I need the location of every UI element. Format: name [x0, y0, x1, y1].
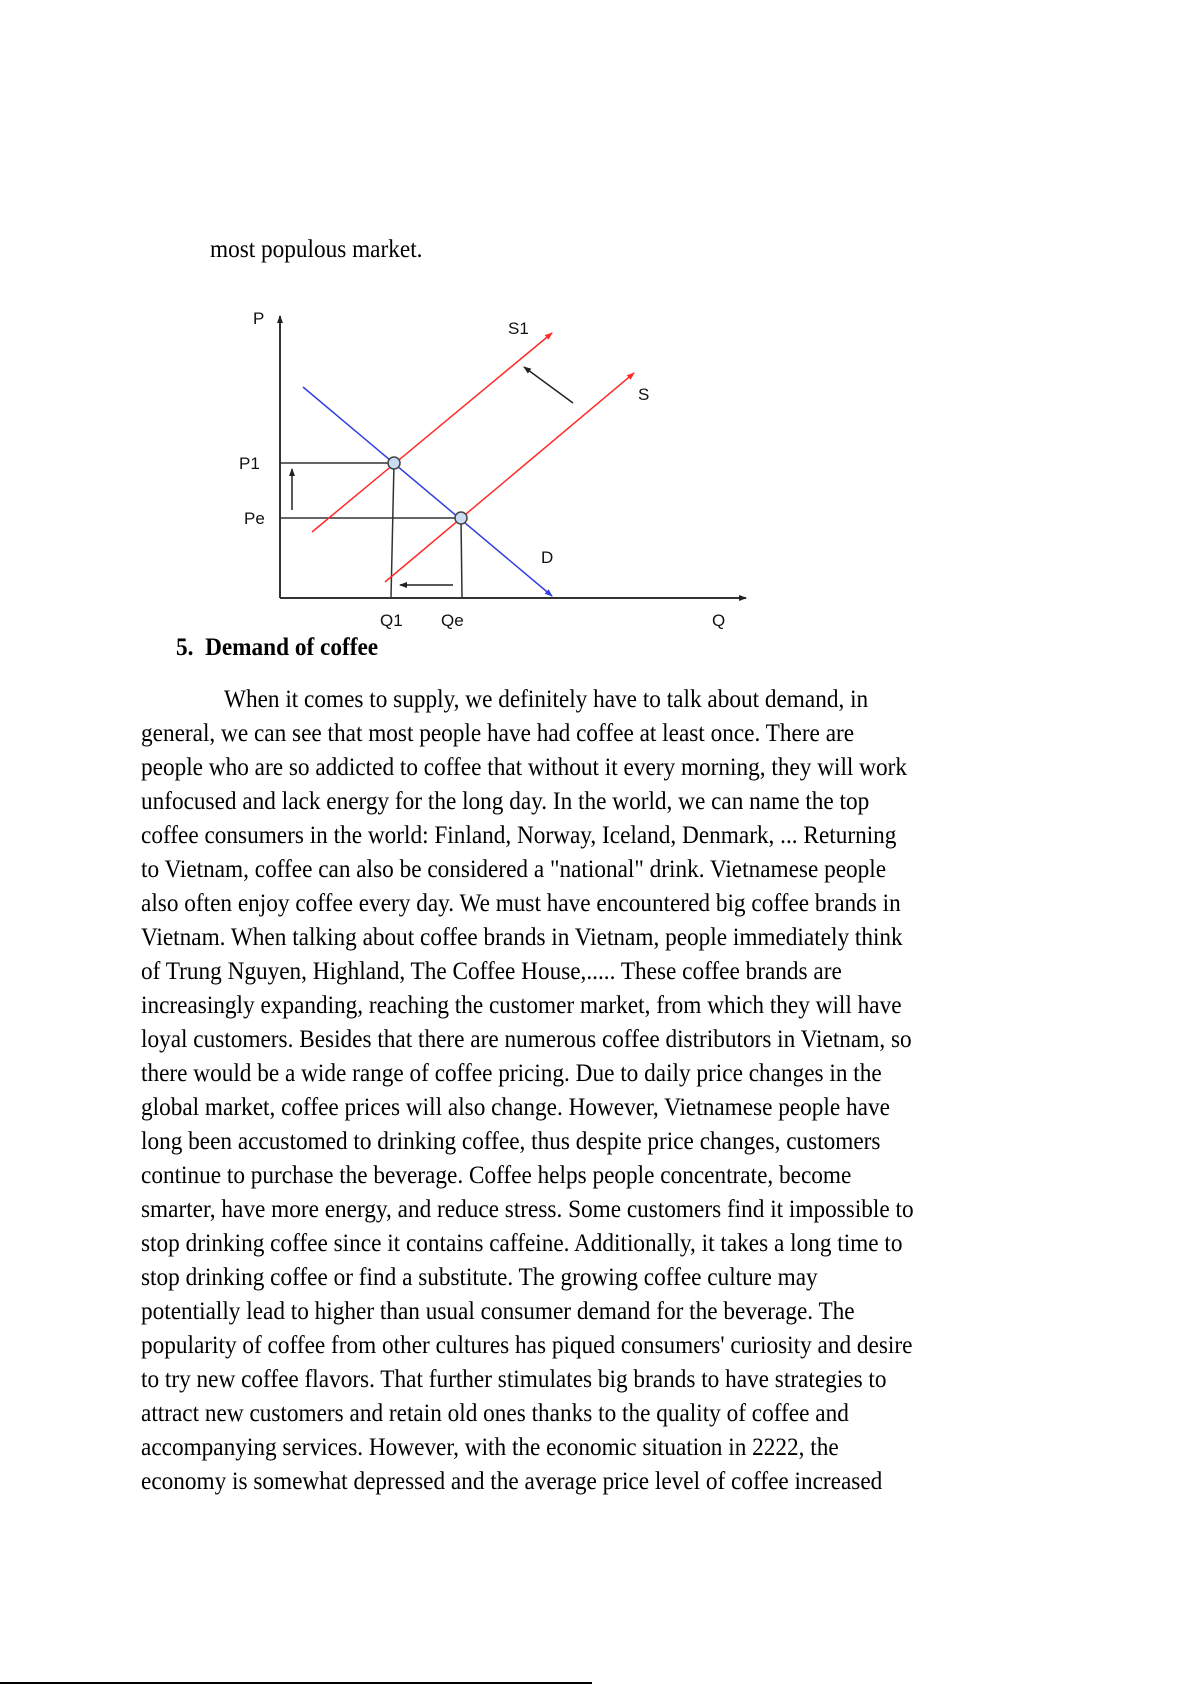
equilibrium-point-new	[388, 457, 400, 469]
paragraph-line: increasingly expanding, reaching the customer market, from which they will have	[141, 992, 902, 1019]
paragraph-line: continue to purchase the beverage. Coffee helps people concentrate, become	[141, 1162, 852, 1189]
equilibrium-point-original	[455, 512, 467, 524]
supply-curve-s1	[312, 333, 552, 532]
section-number: 5.	[176, 634, 194, 661]
paragraph-line: there would be a wide range of coffee pricing. Due to daily price changes in the	[141, 1060, 882, 1087]
supply-curve-s	[385, 373, 634, 582]
tick-label-q1: Q1	[380, 611, 403, 630]
axis-label-p: P	[253, 309, 265, 328]
supply-demand-chart	[0, 0, 1191, 660]
paragraph-line: also often enjoy coffee every day. We must have encountered big coffee brands in	[141, 890, 901, 917]
paragraph-line: potentially lead to higher than usual consumer demand for the beverage. The	[141, 1298, 855, 1325]
paragraph-line: popularity of coffee from other cultures has piqued consumers' curiosity and desire	[141, 1332, 913, 1359]
paragraph-line: long been accustomed to drinking coffee, thus despite price changes, customers	[141, 1128, 881, 1155]
paragraph-line: stop drinking coffee or find a substitute. The growing coffee culture may	[141, 1264, 818, 1291]
paragraph-line: loyal customers. Besides that there are numerous coffee distributors in Vietnam, so	[141, 1026, 912, 1053]
paragraph-line: When it comes to supply, we definitely have to talk about demand, in	[224, 686, 869, 713]
section-title: Demand of coffee	[205, 634, 379, 661]
paragraph-line: general, we can see that most people have had coffee at least once. There are	[141, 720, 855, 747]
paragraph-line: Vietnam. When talking about coffee brands in Vietnam, people immediately think	[141, 924, 903, 951]
lead-text: most populous market.	[210, 236, 423, 263]
paragraph-line: accompanying services. However, with the economic situation in 2222, the	[141, 1434, 839, 1461]
paragraph-line: attract new customers and retain old ones thanks to the quality of coffee and	[141, 1400, 849, 1427]
tick-label-pe: Pe	[244, 509, 265, 528]
paragraph-line: people who are so addicted to coffee that without it every morning, they will work	[141, 754, 907, 781]
section-heading	[176, 634, 378, 662]
curve-label-s1: S1	[508, 319, 529, 338]
axis-label-q: Q	[712, 611, 726, 630]
paragraph-line: to try new coffee flavors. That further stimulates big brands to have strategies to	[141, 1366, 887, 1393]
paragraph-line: economy is somewhat depressed and the average price level of coffee increased	[141, 1468, 883, 1495]
footnote-separator	[0, 1682, 592, 1684]
paragraph-line: smarter, have more energy, and reduce stress. Some customers find it impossible to	[141, 1196, 914, 1223]
paragraph-line: coffee consumers in the world: Finland, Norway, Iceland, Denmark, ... Returning	[141, 822, 897, 849]
q1-guide	[391, 463, 394, 598]
supply-shift-arrow	[524, 367, 573, 403]
paragraph-line: of Trung Nguyen, Highland, The Coffee House,..... These coffee brands are	[141, 958, 842, 985]
tick-label-qe: Qe	[441, 611, 464, 630]
paragraph-line: global market, coffee prices will also change. However, Vietnamese people have	[141, 1094, 890, 1121]
curve-label-s: S	[638, 385, 650, 404]
paragraph-line: stop drinking coffee since it contains caffeine. Additionally, it takes a long time to	[141, 1230, 903, 1257]
paragraph-line: to Vietnam, coffee can also be considered a "national" drink. Vietnamese people	[141, 856, 887, 883]
demand-curve	[303, 387, 552, 596]
tick-label-p1: P1	[239, 454, 260, 473]
curve-label-d: D	[541, 548, 554, 567]
paragraph-line: unfocused and lack energy for the long day. In the world, we can name the top	[141, 788, 870, 815]
qe-guide	[461, 518, 462, 598]
